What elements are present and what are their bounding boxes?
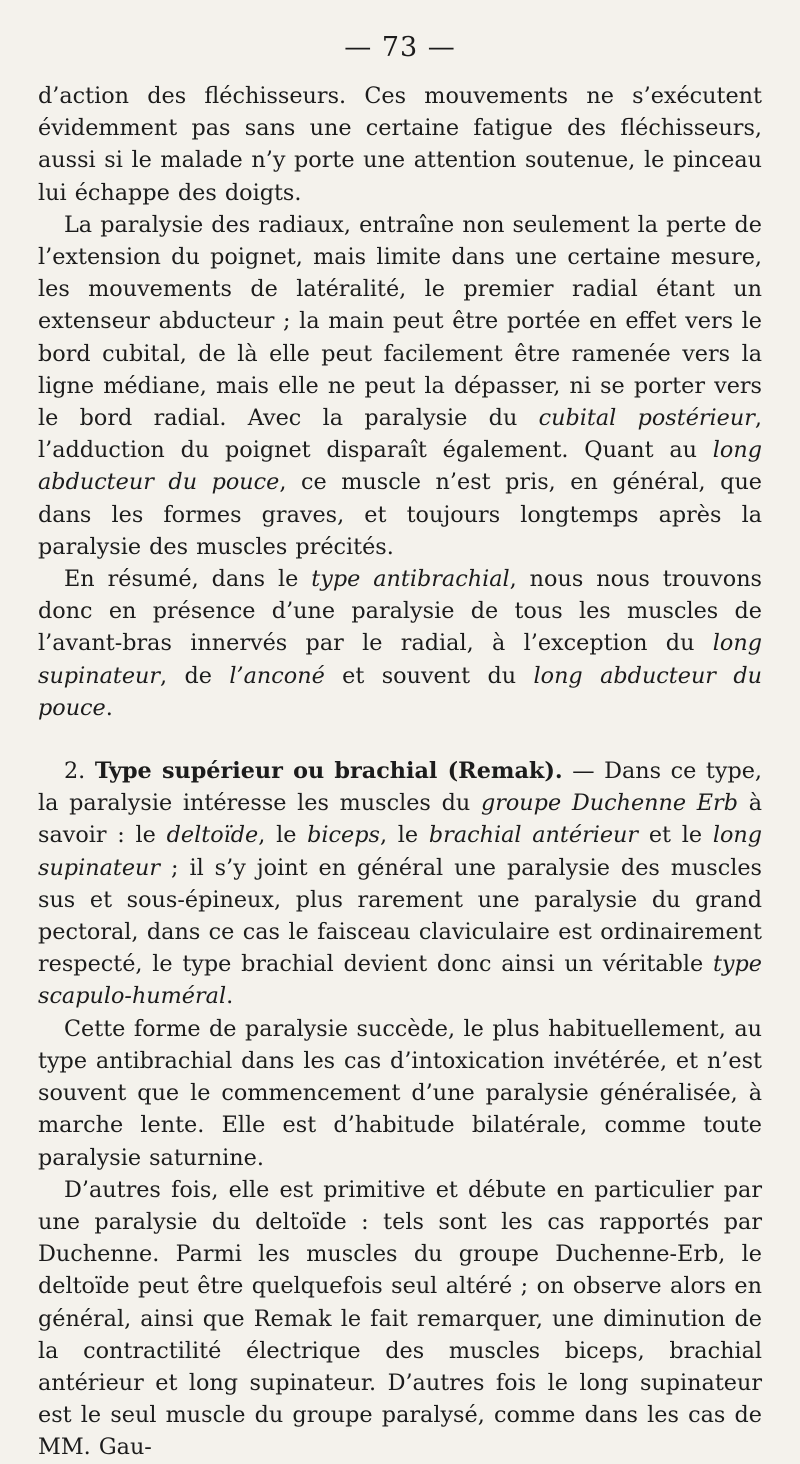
term-long-supinateur: long supinateur: [38, 630, 762, 689]
paragraph-1: [38, 80, 762, 209]
term-groupe-duchenne-erb: groupe Duchenne Erb: [480, 790, 738, 817]
paragraph-3-text-a: En résumé, dans le: [64, 566, 312, 593]
page-number: — 73 —: [344, 32, 456, 63]
paragraph-2-text-a: La paralysie des radiaux, entraîne non seulement la perte de l’extension du poignet, mais limite dans une certaine mesure, les mouvements de latéralité, le premier radial étant un extenseur abducteur ; la main peut être portée en effet vers le bord cubital, de là elle peut facilement être ramenée vers la ligne médiane, mais elle ne peut la dépasser, ni se porter vers le bord radial. Avec la paralysie du: [38, 211, 762, 432]
paragraph-4-text-e: à savoir : le: [38, 790, 762, 849]
term-brachial-anterieur: brachial antérieur: [428, 822, 639, 849]
paragraph-6-text: D’autres fois, elle est primitive et débute en particulier par une paralysie du deltoïde : tels sont les cas rapportés par Duchenne. Parmi les muscles du groupe Duchenne-Erb, le deltoïde peut être quelquefois seul altéré ; on observe alors en général, ainsi que Remak le fait remarquer, une diminution de la contractilité électrique des muscles biceps, brachial antérieur et long supinateur. D’autres fois le long supinateur est le seul muscle du groupe paralysé, comme dans les cas de MM. Gau-: [38, 1176, 762, 1461]
paragraph-4-text-i: , le: [379, 822, 429, 849]
paragraph-3-text-c: , nous nous trouvons donc en présence d’une paralysie de tous les muscles de l’avant-bras innervés par le radial, à l’exception du: [38, 566, 762, 657]
paragraph-6: [38, 1174, 762, 1464]
paragraph-3: [38, 563, 762, 724]
term-long-abducteur: long abducteur du pouce: [38, 437, 762, 496]
paragraph-4-text-o: .: [226, 983, 234, 1010]
paragraph-1-text: d’action des fléchisseurs. Ces mouvements ne s’exécutent évidemment pas sans une certaine fatigue des fléchisseurs, aussi si le malade n’y porte une attention soutenue, le pinceau lui échappe des doigts.: [38, 83, 762, 206]
paragraph-2: [38, 209, 762, 563]
paragraph-5-text: Cette forme de paralysie succède, le plus habituellement, au type antibrachial dans les cas d’intoxication invétérée, et n’est souvent que le commencement d’une paralysie généralisée, à marche lente. Elle est d’habitude bilatérale, comme toute paralysie saturnine.: [38, 1015, 762, 1171]
paragraph-2-text-e: , ce muscle n’est pris, en général, que dans les formes graves, et toujours longtemps après la paralysie des muscles précités.: [38, 469, 762, 560]
section-number: 2.: [64, 758, 95, 785]
section-heading: Type supérieur ou brachial (Remak).: [94, 758, 563, 785]
paragraph-2-text-c: , l’adduction du poignet disparaît également. Quant au: [38, 405, 762, 464]
paragraph-4: [38, 755, 762, 1013]
term-type-antibrachial: type antibrachial: [311, 566, 510, 593]
term-long-supinateur-2: long supinateur: [38, 822, 763, 881]
paragraph-3-text-g: et souvent du: [324, 662, 534, 689]
paragraph-4-text-m: ; il s’y joint en général une paralysie des muscles sus et sous-épineux, plus rarement une paralysie du grand pectoral, dans ce cas le faisceau claviculaire est ordinairement respecté, le type brachial devient donc ainsi un véritable: [38, 854, 762, 978]
term-cubital-posterieur: cubital postérieur: [538, 405, 755, 432]
paragraph-4-text-g: , le: [258, 822, 308, 849]
term-type-scapulo-humeral: type scapulo-huméral: [38, 951, 762, 1010]
term-ancone: l’anconé: [229, 662, 325, 689]
term-biceps: biceps: [307, 822, 380, 849]
paragraph-3-text-i: .: [105, 694, 113, 721]
paragraph-5: [38, 1013, 762, 1174]
term-long-abducteur-pouce: long abducteur du pouce: [38, 662, 763, 721]
paragraph-3-text-e: , de: [160, 662, 230, 689]
term-deltoide: deltoïde: [166, 822, 259, 849]
paragraph-4-text-k: et le: [638, 822, 713, 849]
paragraph-4-text-c: — Dans ce type, la paralysie intéresse les muscles du: [38, 758, 762, 817]
